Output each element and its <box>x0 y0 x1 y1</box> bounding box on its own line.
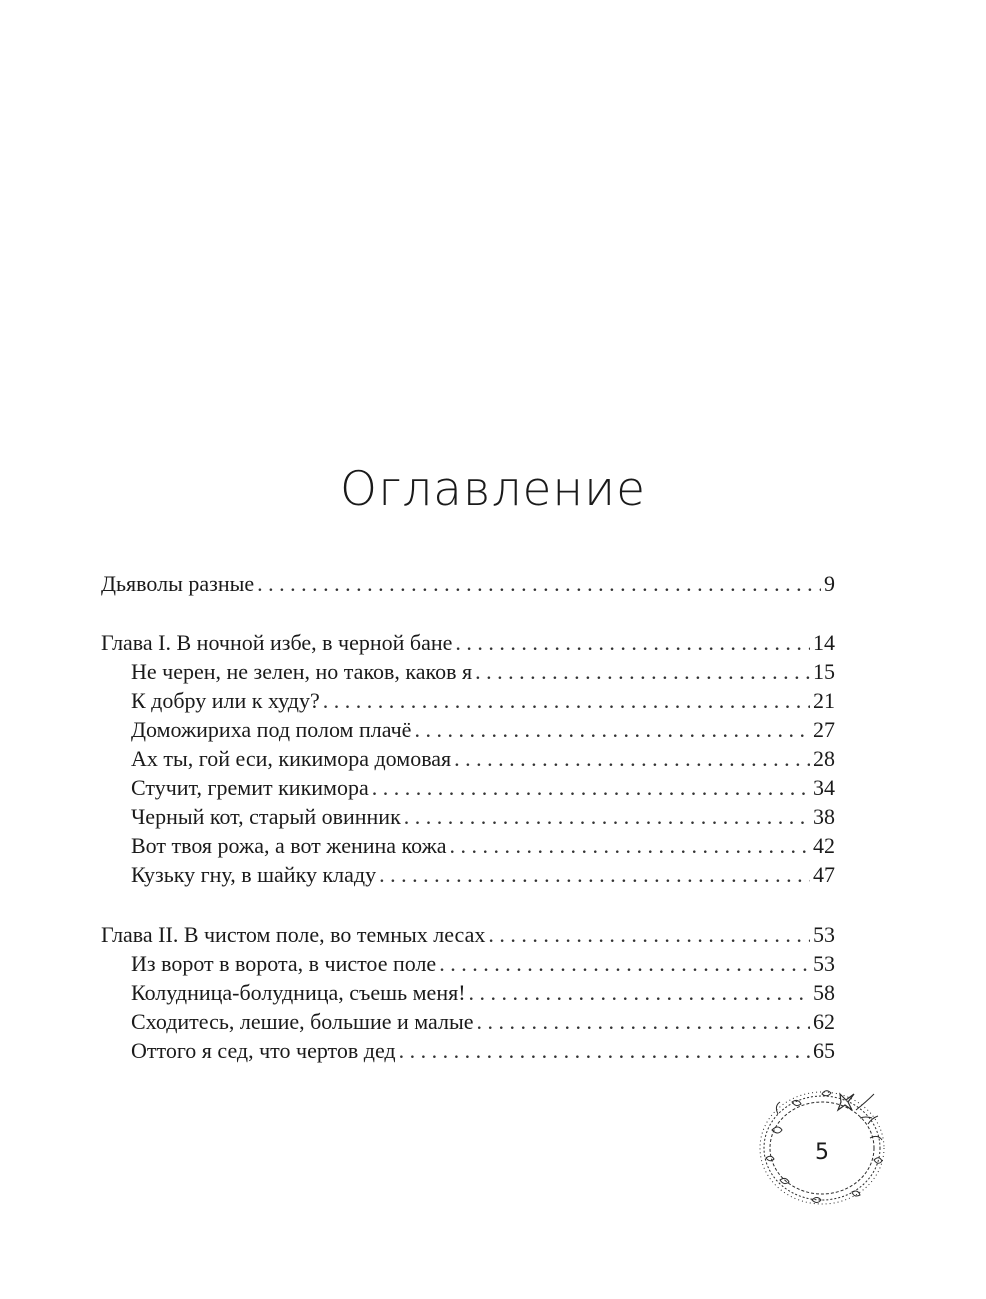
toc-entry[interactable] <box>131 1007 835 1037</box>
toc-entry[interactable] <box>131 686 835 716</box>
toc-leader-dots <box>450 831 810 861</box>
toc-entry[interactable] <box>131 802 835 832</box>
toc-entry-page: 47 <box>813 862 835 887</box>
toc-entry-title: Доможириха под полом плачё <box>131 717 412 742</box>
toc-entry-title: К добру или к худу? <box>131 688 320 713</box>
toc-leader-dots <box>488 920 810 950</box>
toc-entry-page: 14 <box>813 630 835 655</box>
toc-entry[interactable] <box>101 628 835 658</box>
toc-entry[interactable] <box>131 831 835 861</box>
toc-leader-dots <box>257 569 821 599</box>
toc-leader-dots <box>404 802 810 832</box>
toc-entry-page: 38 <box>813 804 835 829</box>
toc-entry[interactable] <box>131 773 835 803</box>
toc-entry-title: Ах ты, гой еси, кикимора домовая <box>131 746 452 771</box>
toc-leader-dots <box>477 1007 810 1037</box>
toc-entry[interactable] <box>131 949 835 979</box>
toc-entry-page: 21 <box>813 688 835 713</box>
toc-entry-title: Глава II. В чистом поле, во темных лесах <box>101 922 486 947</box>
toc-entry-page: 53 <box>813 951 835 976</box>
toc-entry-title: Черный кот, старый овинник <box>131 804 401 829</box>
toc-entry-title: Кузьку гну, в шайку кладу <box>131 862 377 887</box>
toc-entry[interactable] <box>131 860 835 890</box>
toc-entry-page: 53 <box>813 922 835 947</box>
toc-entry[interactable] <box>131 744 835 774</box>
toc-leader-dots <box>454 744 810 774</box>
toc-leader-dots <box>379 860 810 890</box>
toc-entry-page: 27 <box>813 717 835 742</box>
toc-entry-page: 15 <box>813 659 835 684</box>
toc-entry-page: 34 <box>813 775 835 800</box>
toc-entry-page: 9 <box>824 571 835 596</box>
toc-entry[interactable] <box>131 715 835 745</box>
toc-entry-page: 58 <box>813 980 835 1005</box>
toc-leader-dots <box>372 773 810 803</box>
toc-entry-title: Вот твоя рожа, а вот женина кожа <box>131 833 447 858</box>
toc-entry-page: 65 <box>813 1038 835 1063</box>
toc-entry-title: Глава I. В ночной избе, в черной бане <box>101 630 453 655</box>
toc-leader-dots <box>469 978 810 1008</box>
toc-entry-title: Стучит, гремит кикимора <box>131 775 369 800</box>
toc-entry[interactable] <box>101 920 835 950</box>
toc-leader-dots <box>323 686 810 716</box>
toc-leader-dots <box>455 628 810 658</box>
toc-entry[interactable] <box>131 1036 835 1066</box>
toc-entry-title: Сходитесь, лешие, большие и малые <box>131 1009 474 1034</box>
page-number: 5 <box>815 1140 829 1165</box>
toc-leader-dots <box>475 657 810 687</box>
toc-entry-title: Оттого я сед, что чертов дед <box>131 1038 396 1063</box>
toc-entry-title: Из ворот в ворота, в чистое поле <box>131 951 437 976</box>
toc-entry-page: 42 <box>813 833 835 858</box>
toc-entry[interactable] <box>131 978 835 1008</box>
toc-entry-title: Колудница-болудница, съешь меня! <box>131 980 466 1005</box>
toc-leader-dots <box>414 715 810 745</box>
page-title: Оглавление <box>339 462 647 517</box>
toc-entry-page: 28 <box>813 746 835 771</box>
toc-leader-dots <box>399 1036 810 1066</box>
toc-entry-page: 62 <box>813 1009 835 1034</box>
toc-entry-title: Дьяволы разные <box>101 571 255 596</box>
toc-entry[interactable] <box>101 569 835 599</box>
toc-leader-dots <box>439 949 810 979</box>
toc-entry-title: Не черен, не зелен, но таков, каков я <box>131 659 473 684</box>
toc-entry[interactable] <box>131 657 835 687</box>
